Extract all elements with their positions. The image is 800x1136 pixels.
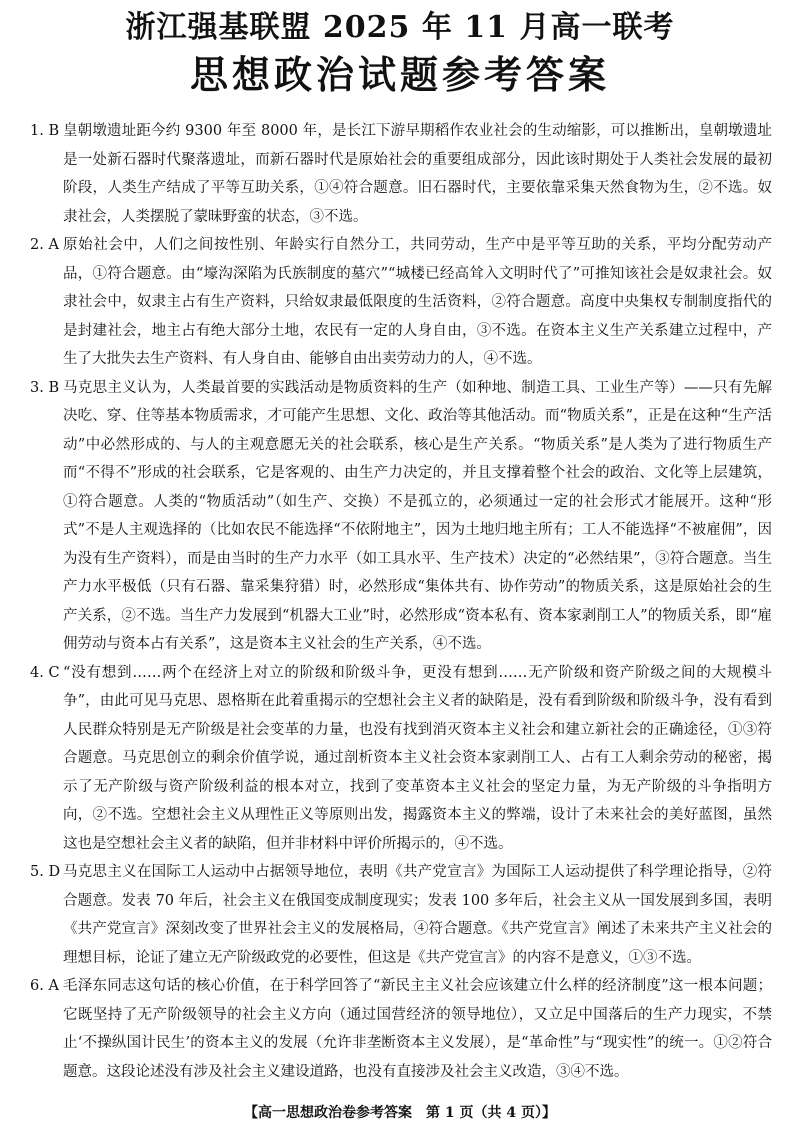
answer-list <box>30 117 772 1086</box>
answer-explanation: 皇朝墩遗址距今约 9300 年至 8000 年，是长江下游早期稻作农业社会的生动缩影，可以推断出，皇朝墩遗址是一处新石器时代聚落遗址，而新石器时代是原始社会的重要组成部分，因此该时期处于人类社会发展的最初阶段，人类生产结成了平等互助关系，①④符合题意。旧石器时代，主要依靠采集天然食物为生，②不选。奴隶社会，人类摆脱了蒙昧野蛮的状态，③不选。 <box>63 123 772 225</box>
document-title: 思想政治试题参考答案 <box>189 52 610 97</box>
page-footer: 【高一思想政治卷参考答案 第 1 页（共 4 页）】 <box>244 1105 556 1121</box>
answer-explanation: 马克思主义认为，人类最首要的实践活动是物质资料的生产（如种地、制造工具、工业生产等）——只有先解决吃、穿、住等基本物质需求，才可能产生思想、文化、政治等其他活动。而“物质关系”，正是在这种“生产活动”中必然形成的、与人的主观意愿无关的社会联系，核心是生产关系。“物质关系”是人类为了进行物质生产而“不得不”形成的社会联系，它是客观的、由生产力决定的，并且支撑着整个社会的政治、文化等上层建筑，①符合题意。人类的“物质活动”（如生产、交换）不是孤立的，必须通过一定的社会形式才能展开。这种“形式”不是人主观选择的（比如农民不能选择“不依附地主”，因为土地归地主所有；工人不能选择“不被雇佣”，因为没有生产资料），而是由当时的生产力水平（如工具水平、生产技术）决定的“必然结果”，③符合题意。当生产力水平极低（只有石器、靠采集狩猎）时，必然形成“集体共有、协作劳动”的物质关系，这是原始社会的生产关系，②不选。当生产力发展到“机器大工业”时，必然形成“资本私有、资本家剥削工人”的物质关系，即“雇佣劳动与资本占有关系”，这是资本主义社会的生产关系，④不选。 <box>63 379 772 652</box>
answer-explanation: “没有想到……两个在经济上对立的阶级和阶级斗争，更没有想到……无产阶级和资产阶级之间的大规模斗争”，由此可见马克思、恩格斯在此着重揭示的空想社会主义者的缺陷是，没有看到阶级和阶级斗争，没有看到人民群众特别是无产阶级是社会变革的力量，也没有找到消灭资本主义社会和建立新社会的正确途径，①③符合题意。马克思创立的剩余价值学说，通过剖析资本主义社会资本家剥削工人、占有工人剩余劳动的秘密，揭示了无产阶级与资产阶级利益的根本对立，找到了变革资本主义社会的坚定力量，为无产阶级的斗争指明方向，②不选。空想社会主义从理性正义等原则出发，揭露资本主义的弊端，设计了未来社会的美好蓝图，虽然这也是空想社会主义者的缺陷，但并非材料中评价所揭示的，④不选。 <box>63 664 772 852</box>
answer-explanation: 毛泽东同志这句话的核心价值，在于科学回答了“新民主主义社会应该建立什么样的经济制度”这一根本问题；它既坚持了无产阶级领导的社会主义方向（通过国营经济的领导地位），又立足中国落后的生产力现实，不禁止‘不操纵国计民生’的资本主义的发展（允许非垄断资本主义发展），是“革命性”与“现实性”的统一。①②符合题意。这段论述没有涉及社会主义建设道路，也没有直接涉及社会主义改造，③④不选。 <box>63 978 772 1080</box>
answer-number: 3. B <box>30 379 60 396</box>
answer-item-6 <box>30 972 772 1086</box>
answer-number: 5. D <box>30 864 61 880</box>
document-header <box>0 8 800 100</box>
answer-number: 4. C <box>30 664 60 681</box>
answer-item-5 <box>30 858 772 972</box>
answer-item-2 <box>30 231 772 374</box>
answer-number: 2. A <box>30 237 59 253</box>
answer-item-1 <box>30 117 772 231</box>
answer-explanation: 马克思主义在国际工人运动中占据领导地位，表明《共产党宣言》为国际工人运动提供了科学理论指导，②符合题意。发表 70 年后，社会主义在俄国变成制度现实；发表 100 多年后，社会主义从一国发展到多国，表明《共产党宣言》深刻改变了世界社会主义的发展格局，④符合题意。《共产党宣言》阐述了未来共产主义社会的理想目标，论证了建立无产阶级政党的必要性，但这是《共产党宣言》的内容不是意义，①③不选。 <box>63 864 772 966</box>
answer-explanation: 原始社会中，人们之间按性别、年龄实行自然分工，共同劳动，生产中是平等互助的关系，平均分配劳动产品，①符合题意。由“壕沟深陷为氏族制度的墓穴”“城楼已经高耸入文明时代了”可推知该社会是奴隶社会。奴隶社会中，奴隶主占有生产资料，只给奴隶最低限度的生活资料，②符合题意。高度中央集权专制制度指代的是封建社会，地主占有绝大部分土地，农民有一定的人身自由，③不选。在资本主义生产关系建立过程中，产生了大批失去生产资料、有人身自由、能够自由出卖劳动力的人，④不选。 <box>63 237 772 367</box>
answer-number: 6. A <box>30 978 59 994</box>
answer-number: 1. B <box>30 123 60 139</box>
exam-title: 浙江强基联盟 2025 年 11 月高一联考 <box>125 10 675 45</box>
answer-item-3 <box>30 374 772 659</box>
answer-item-4 <box>30 659 772 859</box>
